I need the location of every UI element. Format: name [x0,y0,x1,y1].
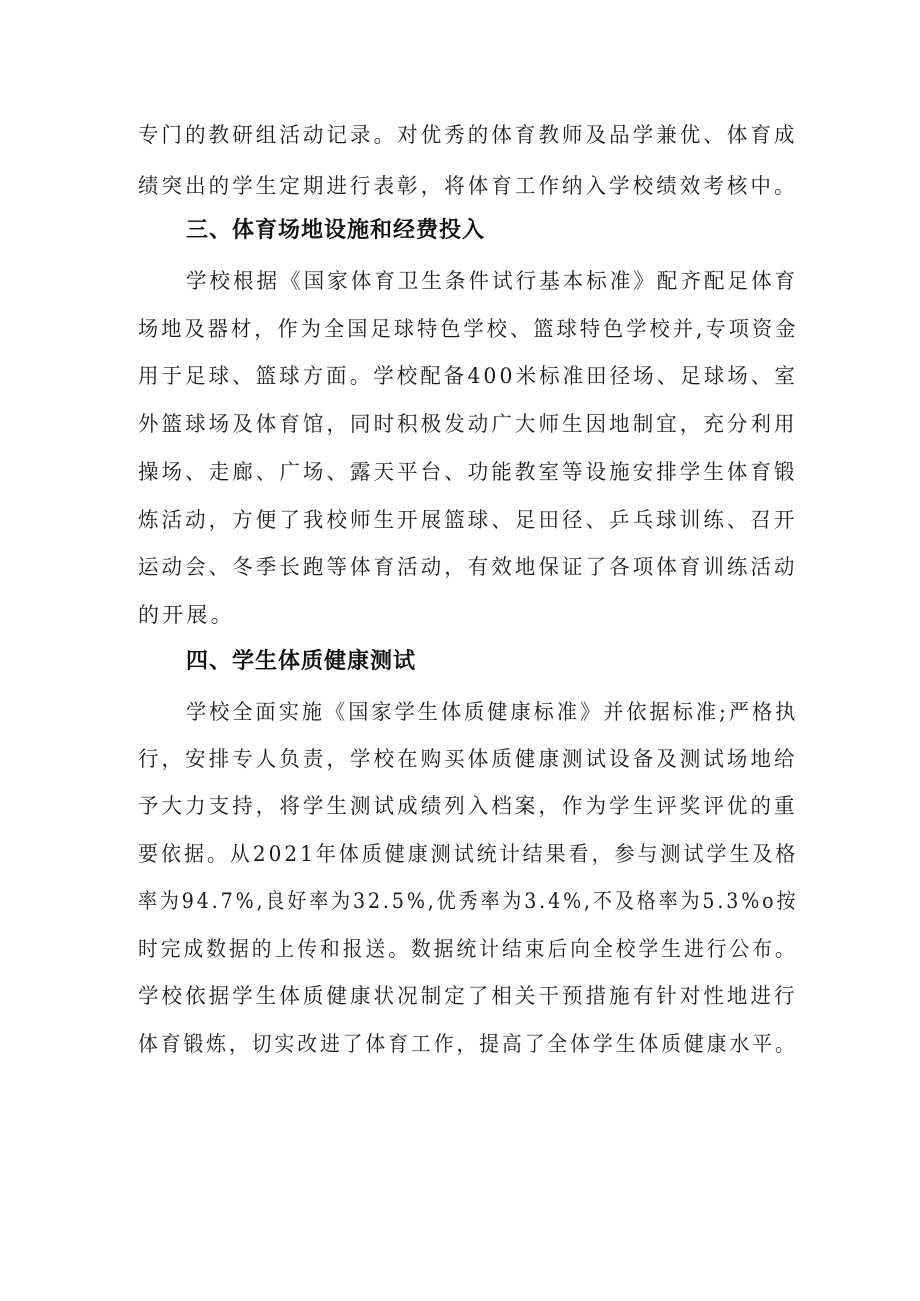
section-heading-health-test: 四、学生体质健康测试 [186,649,417,674]
paragraph-line: 予大力支持，将学生测试成绩列入档案，作为学生评奖评优的重 [138,794,798,818]
paragraph-line: 学校依据学生体质健康状况制定了相关干预措施有针对性地进行 [138,984,798,1008]
paragraph-line: 学校全面实施《国家学生体质健康标准》并依据标准;严格执 [186,700,799,724]
paragraph-line: 用于足球、篮球方面。学校配备400米标准田径场、足球场、室 [138,364,798,388]
paragraph-line: 专门的教研组活动记录。对优秀的体育教师及品学兼优、体育成 [138,123,798,147]
paragraph-line: 炼活动，方便了我校师生开展篮球、足田径、乒乓球训练、召开 [138,508,798,532]
paragraph-line: 要依据。从2021年体质健康测试统计结果看，参与测试学生及格 [138,842,799,866]
paragraph-line: 学校根据《国家体育卫生条件试行基本标准》配齐配足体育 [186,269,799,293]
paragraph-line: 外篮球场及体育馆，同时积极发动广大师生因地制宜，充分利用 [138,412,798,436]
paragraph-line: 绩突出的学生定期进行表彰，将体育工作纳入学校绩效考核中。 [138,174,798,198]
paragraph-line: 时完成数据的上传和报送。数据统计结束后向全校学生进行公布。 [138,937,798,961]
paragraph-line: 率为94.7%,良好率为32.5%,优秀率为3.4%,不及格率为5.3%o按 [138,889,799,913]
paragraph-line: 运动会、冬季长跑等体育活动，有效地保证了各项体育训练活动 [138,555,798,579]
paragraph-line: 体育锻炼，切实改进了体育工作，提高了全体学生体质健康水平。 [138,1032,798,1056]
paragraph-line: 操场、走廊、广场、露天平台、功能教室等设施安排学生体育锻 [138,460,798,484]
paragraph-line: 场地及器材，作为全国足球特色学校、篮球特色学校并,专项资金 [138,317,799,341]
paragraph-line: 行，安排专人负责，学校在购买体质健康测试设备及测试场地给 [138,747,798,771]
section-heading-facilities: 三、体育场地设施和经费投入 [186,218,486,243]
paragraph-line: 的开展。 [138,603,235,627]
